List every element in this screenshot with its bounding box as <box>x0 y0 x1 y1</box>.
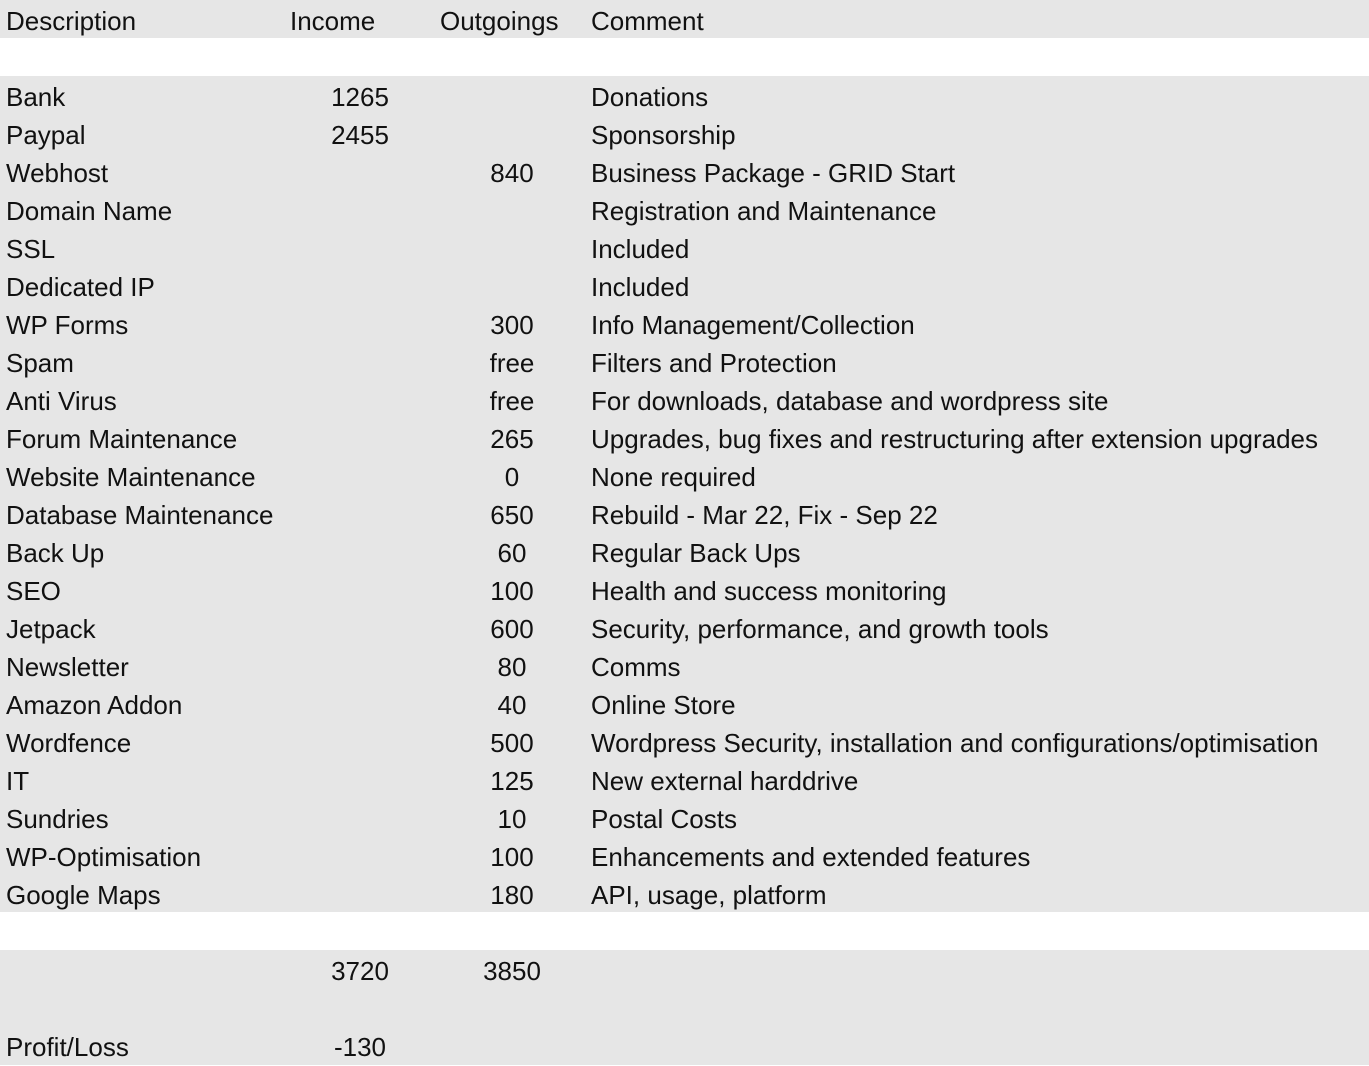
row-description: SSL <box>6 234 56 264</box>
row-description: Forum Maintenance <box>6 424 238 454</box>
row-comment: Sponsorship <box>591 120 736 150</box>
row-outgoings: 840 <box>490 158 534 188</box>
row-income <box>300 572 420 610</box>
row-outgoings <box>452 230 572 268</box>
row-description: Database Maintenance <box>6 500 274 530</box>
row-income <box>300 268 420 306</box>
row-comment: Info Management/Collection <box>591 310 915 340</box>
row-description: Back Up <box>6 538 105 568</box>
header-row <box>0 2 1369 40</box>
row-income <box>300 382 420 420</box>
row-description: Wordfence <box>6 728 132 758</box>
row-income <box>300 344 420 382</box>
row-description: Domain Name <box>6 196 173 226</box>
row-description: IT <box>6 766 30 796</box>
row-description: Google Maps <box>6 880 161 910</box>
table-row <box>0 496 1369 534</box>
row-income <box>300 534 420 572</box>
header-income: Income <box>290 6 376 36</box>
row-description: Paypal <box>6 120 86 150</box>
table-row <box>0 382 1369 420</box>
profit-loss-value: -130 <box>333 1032 387 1062</box>
row-description: Anti Virus <box>6 386 117 416</box>
row-income <box>300 686 420 724</box>
table-row <box>0 192 1369 230</box>
row-outgoings: 125 <box>490 766 534 796</box>
total-outgoings: 3850 <box>483 956 541 986</box>
row-description: Bank <box>6 82 66 112</box>
row-comment: Enhancements and extended features <box>591 842 1031 872</box>
row-income: 1265 <box>331 82 389 112</box>
row-outgoings: 300 <box>490 310 534 340</box>
row-outgoings: 10 <box>497 804 527 834</box>
row-income <box>300 192 420 230</box>
table-row <box>0 268 1369 306</box>
row-description: Website Maintenance <box>6 462 256 492</box>
totals-row <box>0 952 1369 990</box>
row-income <box>300 762 420 800</box>
row-description: Sundries <box>6 804 109 834</box>
table-row <box>0 876 1369 914</box>
table-row <box>0 724 1369 762</box>
row-description: Amazon Addon <box>6 690 183 720</box>
table-row <box>0 648 1369 686</box>
row-income <box>300 458 420 496</box>
row-comment: Regular Back Ups <box>591 538 801 568</box>
table-row <box>0 800 1369 838</box>
table-row <box>0 116 1369 154</box>
row-income <box>300 230 420 268</box>
row-income <box>300 420 420 458</box>
profit-loss-row <box>0 1028 1369 1066</box>
row-description: Jetpack <box>6 614 96 644</box>
table-row <box>0 306 1369 344</box>
row-description: Newsletter <box>6 652 129 682</box>
row-income <box>300 610 420 648</box>
row-description: Webhost <box>6 158 109 188</box>
row-outgoings <box>452 192 572 230</box>
row-outgoings <box>452 78 572 116</box>
row-comment: None required <box>591 462 756 492</box>
row-income: 2455 <box>331 120 389 150</box>
row-comment: Upgrades, bug fixes and restructuring after extension upgrades <box>591 424 1318 454</box>
table-row <box>0 230 1369 268</box>
row-income <box>300 306 420 344</box>
table-row <box>0 534 1369 572</box>
table-row <box>0 78 1369 116</box>
row-outgoings: 500 <box>490 728 534 758</box>
header-outgoings: Outgoings <box>440 6 559 36</box>
row-income <box>300 496 420 534</box>
row-comment: Rebuild - Mar 22, Fix - Sep 22 <box>591 500 938 530</box>
profit-loss-label: Profit/Loss <box>6 1032 129 1062</box>
table-row <box>0 458 1369 496</box>
row-comment: Security, performance, and growth tools <box>591 614 1049 644</box>
row-comment: Included <box>591 272 690 302</box>
table-row <box>0 154 1369 192</box>
row-comment: Included <box>591 234 690 264</box>
row-outgoings: 265 <box>490 424 534 454</box>
table-row <box>0 838 1369 876</box>
table-row <box>0 762 1369 800</box>
row-outgoings: 650 <box>490 500 534 530</box>
row-outgoings <box>452 268 572 306</box>
row-income <box>300 800 420 838</box>
table-row <box>0 344 1369 382</box>
row-description: WP Forms <box>6 310 129 340</box>
row-description: Spam <box>6 348 74 378</box>
row-comment: Filters and Protection <box>591 348 837 378</box>
row-outgoings <box>452 116 572 154</box>
row-income <box>300 876 420 914</box>
row-income <box>300 724 420 762</box>
row-outgoings: 100 <box>490 576 534 606</box>
row-outgoings: 100 <box>490 842 534 872</box>
row-comment: Donations <box>591 82 709 112</box>
table-row <box>0 420 1369 458</box>
table-row <box>0 572 1369 610</box>
total-income: 3720 <box>331 956 389 986</box>
header-comment: Comment <box>591 6 704 36</box>
row-comment: Comms <box>591 652 681 682</box>
row-outgoings: 0 <box>504 462 520 492</box>
row-comment: Registration and Maintenance <box>591 196 937 226</box>
row-income <box>300 648 420 686</box>
row-income <box>300 838 420 876</box>
row-comment: Health and success monitoring <box>591 576 947 606</box>
header-description: Description <box>6 6 137 36</box>
row-outgoings: 80 <box>497 652 527 682</box>
table-row <box>0 686 1369 724</box>
row-outgoings: 180 <box>490 880 534 910</box>
row-outgoings: free <box>489 386 535 416</box>
row-outgoings: free <box>489 348 535 378</box>
row-comment: Online Store <box>591 690 736 720</box>
row-comment: For downloads, database and wordpress site <box>591 386 1109 416</box>
row-comment: Postal Costs <box>591 804 737 834</box>
row-comment: Business Package - GRID Start <box>591 158 956 188</box>
row-outgoings: 60 <box>497 538 527 568</box>
row-outgoings: 600 <box>490 614 534 644</box>
row-income <box>300 154 420 192</box>
row-comment: New external harddrive <box>591 766 859 796</box>
row-comment: Wordpress Security, installation and configurations/optimisation <box>591 728 1319 758</box>
row-description: Dedicated IP <box>6 272 155 302</box>
row-comment: API, usage, platform <box>591 880 827 910</box>
row-outgoings: 40 <box>497 690 527 720</box>
row-description: WP-Optimisation <box>6 842 202 872</box>
table-row <box>0 610 1369 648</box>
row-description: SEO <box>6 576 61 606</box>
